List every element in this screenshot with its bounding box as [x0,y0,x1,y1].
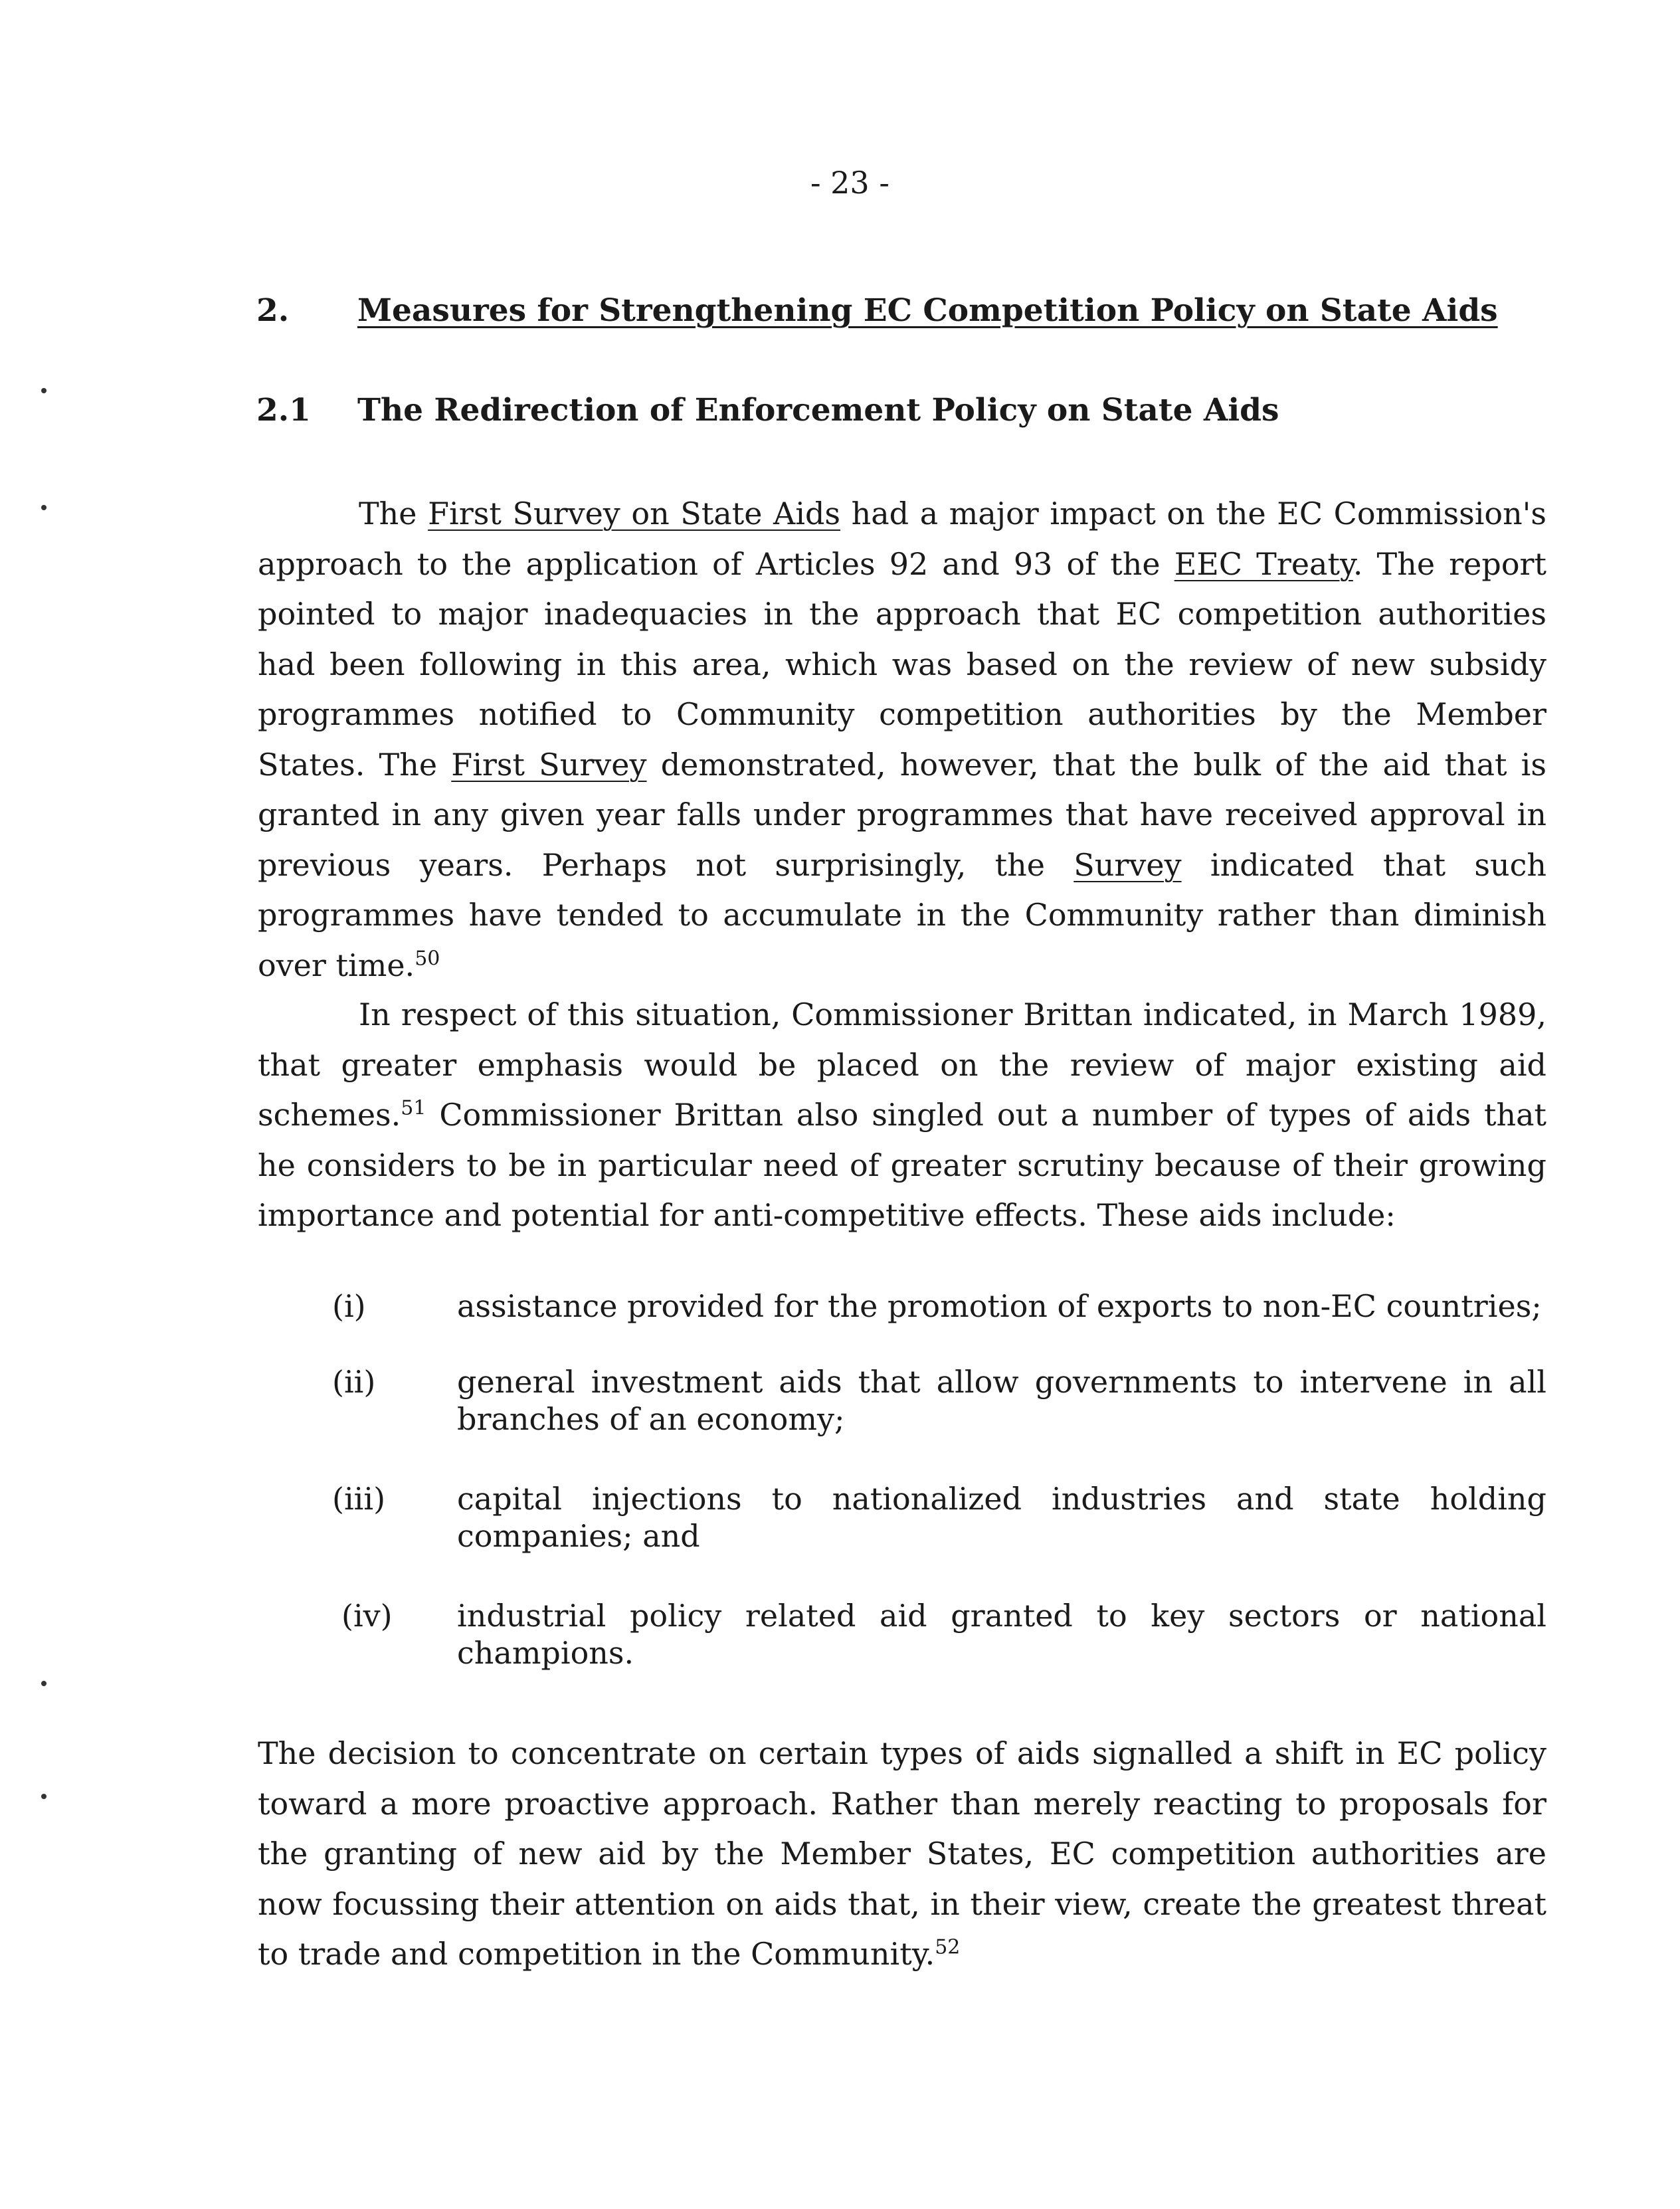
list-item-label: (iii) [332,1481,386,1517]
para1-text-2: had a major impact on the EC Commission's approach to the application of Articles 92 and 93 of the [258,496,1546,582]
list-item [332,1363,1546,1443]
list-item [332,1480,1546,1560]
section-number: 2. [256,292,290,329]
paragraph-2 [258,990,1546,1241]
scan-speck [41,1681,47,1686]
scan-speck [41,388,47,393]
list-item-text: industrial policy related aid granted to key sectors or national champions. [457,1598,1546,1671]
list-item-label: (iv) [341,1598,393,1634]
para1-underlined-4: Survey [1073,846,1182,883]
list-item-label: (i) [332,1288,366,1324]
list-item [332,1288,1546,1327]
page-number: - 23 - [810,165,889,201]
section-heading [256,292,1498,329]
subsection-number: 2.1 [256,392,311,429]
para1-text-1: The [359,496,428,531]
para3-text: The decision to concentrate on certain types of aids signalled a shift in EC policy toward a more proactive approach. Rather than merely reacting to proposals for the granting of new aid by the Member States, EC competition authorities are now focussing their attention on aids that, in their view, create the greatest threat to trade and competition in the Community. [258,1735,1546,1972]
list-item [332,1597,1546,1677]
list-item-text: general investment aids that allow governments to intervene in all branches of an economy; [457,1364,1546,1437]
para1-underlined-1: First Survey on State Aids [428,496,841,531]
section-title: Measures for Strengthening EC Competition Policy on State Aids [357,292,1498,329]
para2-text-2: Commissioner Brittan also singled out a number of types of aids that he considers to be in particular need of greater scrutiny because of their growing importance and potential for anti-competitive effects. These aids include: [258,1097,1546,1233]
footnote-ref-52: 52 [935,1935,961,1959]
paragraph-1 [258,489,1546,991]
scan-speck [41,1794,47,1799]
para2-text-1: In respect of this situation, Commissioner Brittan indicated, in March 1989, that greater emphasis would be placed on the review of major existing aid schemes. [258,997,1546,1133]
paragraph-3 [258,1729,1546,1980]
para1-text-5: indicated that such programmes have tended to accumulate in the Community rather than diminish over time. [258,846,1546,983]
list-item-text: capital injections to nationalized industries and state holding companies; and [457,1481,1546,1554]
footnote-ref-51: 51 [401,1096,426,1120]
list-item-label: (ii) [332,1364,376,1400]
para1-text-3: . The report pointed to major inadequacies in the approach that EC competition authorities had been following in this area, which was based on the review of new subsidy programmes notified to Community competition authorities by the Member States. The [258,545,1546,783]
para1-underlined-3: First Survey [451,746,647,783]
footnote-ref-50: 50 [415,947,440,971]
para1-underlined-2: EEC Treaty [1174,545,1353,582]
list-item-text: assistance provided for the promotion of exports to non-EC countries; [457,1288,1542,1324]
subsection-heading [256,392,1279,429]
scan-speck [41,505,47,510]
para1-text-4: demonstrated, however, that the bulk of the aid that is granted in any given year falls under programmes that have received approval in previous years. Perhaps not surprisingly, the [258,746,1546,883]
subsection-title: The Redirection of Enforcement Policy on State Aids [357,392,1279,429]
